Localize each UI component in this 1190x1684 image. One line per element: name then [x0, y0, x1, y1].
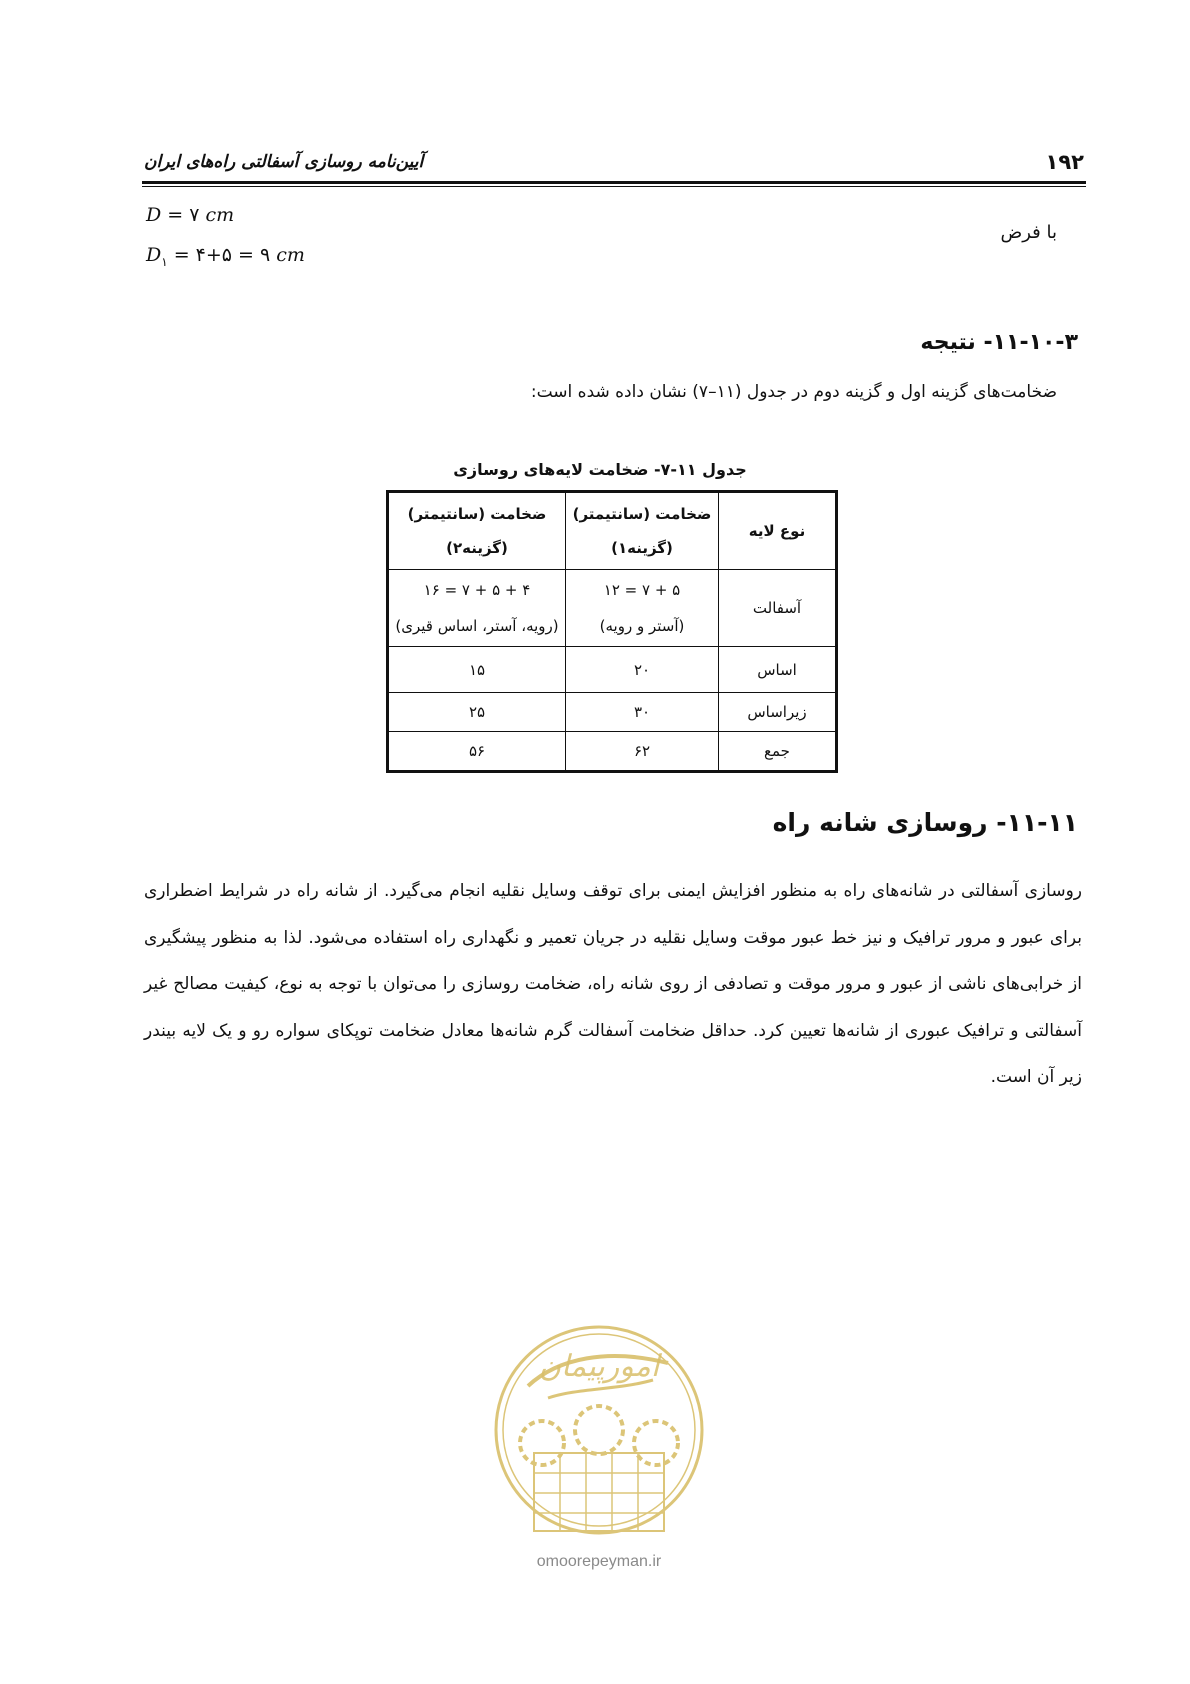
row-option2: ۲۵	[388, 693, 566, 732]
running-title: آیین‌نامه روسازی آسفالتی راه‌های ایران	[144, 152, 424, 172]
row-layer: اساس	[719, 647, 837, 693]
svg-text:امورپیمان: امورپیمان	[538, 1349, 660, 1384]
table-row	[388, 570, 837, 647]
thickness-table	[386, 490, 838, 773]
row-option1: ۳۰	[566, 693, 719, 732]
header-layer-type: نوع لایه	[719, 492, 837, 570]
watermark-logo	[488, 1318, 710, 1548]
table-row	[388, 647, 837, 693]
table-header-row	[388, 492, 837, 570]
header-option2: ضخامت (سانتیمتر) (گزینه۲)	[388, 492, 566, 570]
row-option2: ۱۵	[388, 647, 566, 693]
row-option1: ۶۲	[566, 732, 719, 772]
row-layer: آسفالت	[719, 570, 837, 647]
formula-d1: $D_۱$ = ۴+۵ = ۹ cm	[146, 244, 305, 269]
section-heading-shoulder: ۱۱-۱۱- روسازی شانه راه	[772, 808, 1078, 837]
formula-d: D = ۷ cm	[146, 204, 235, 226]
row-option2: ۵۶	[388, 732, 566, 772]
section-heading-result: ۱۱-۱۰-۳- نتیجه	[920, 330, 1078, 355]
row-option1: ۲۰	[566, 647, 719, 693]
assumption-label: با فرض	[1000, 222, 1057, 243]
page-number: ۱۹۲	[1045, 150, 1084, 174]
table-caption: جدول ۱۱-۷- ضخامت لایه‌های روسازی	[453, 460, 747, 479]
row-option1: ۵ + ۷ = ۱۲ (آستر و رویه)	[566, 570, 719, 647]
result-intro-text: ضخامت‌های گزینه اول و گزینه دوم در جدول (۱۱–۷) نشان داده شده است:	[530, 382, 1057, 402]
row-option2: ۴ + ۵ + ۷ = ۱۶ (رویه، آستر، اساس قیری)	[388, 570, 566, 647]
row-layer: زیراساس	[719, 693, 837, 732]
header-option1: ضخامت (سانتیمتر) (گزینه۱)	[566, 492, 719, 570]
page-header	[144, 150, 1084, 178]
table-row	[388, 732, 837, 772]
header-rule	[142, 181, 1086, 184]
shoulder-paragraph: روسازی آسفالتی در شانه‌های راه به منظور افزایش ایمنی برای توقف وسایل نقلیه انجام می‌گیرد. از شانه راه در شرایط اضطراری برای عبور و مرور ترافیک و نیز خط عبور موقت وسایل نقلیه در جریان تعمیر و نگهداری راه استفاده می‌شود. لذا به منظور پیشگیری از خرابی‌های ناشی از عبور و مرور موقت و تصادفی از روی شانه راه، ضخامت روسازی را می‌توان با توجه به نوع، کیفیت مصالح غیر آسفالتی و ترافیک عبوری از شانه‌ها تعیین کرد. حداقل ضخامت آسفالت گرم شانه‌ها معادل ضخامت توپکای سواره رو و یک لایه بیندر زیر آن است.	[144, 881, 1082, 1087]
header-rule-thin	[142, 186, 1086, 187]
table-row	[388, 693, 837, 732]
row-layer: جمع	[719, 732, 837, 772]
watermark-url: omoorepeyman.ir	[536, 1553, 662, 1570]
